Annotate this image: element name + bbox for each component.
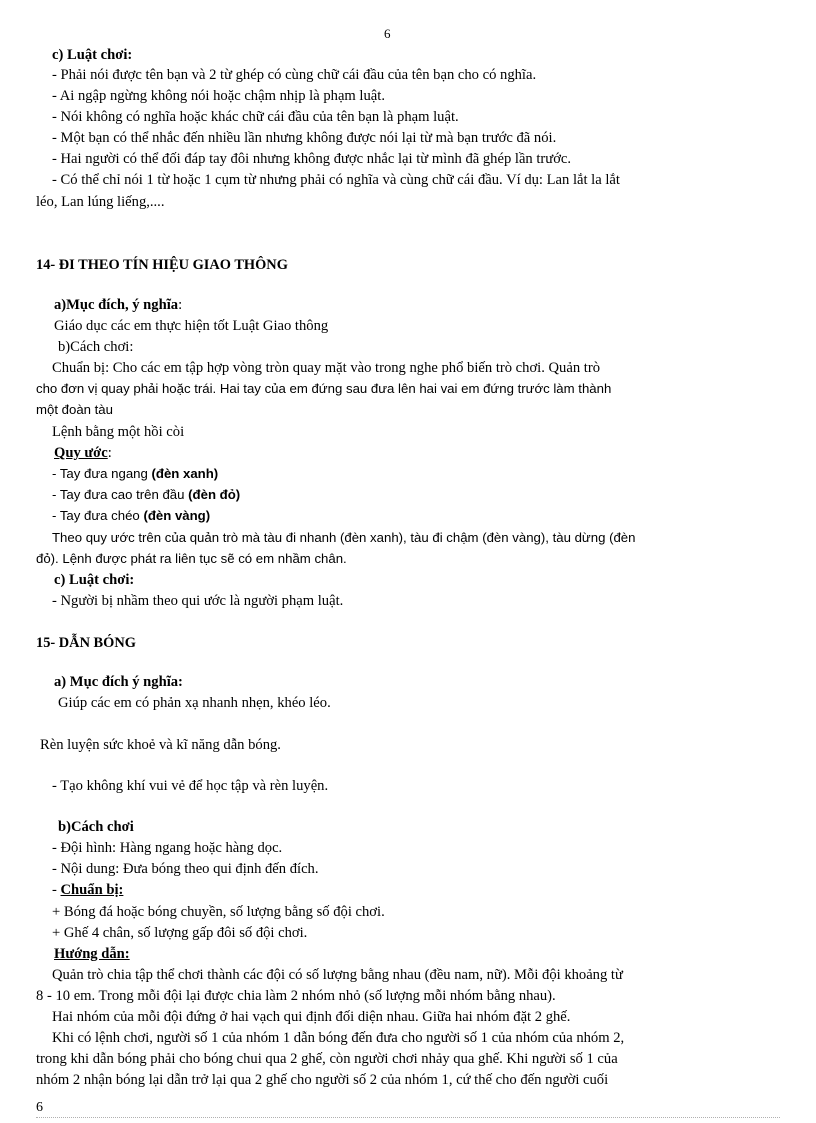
prep-line: Chuẩn bị: Cho các em tập hợp vòng tròn quay mặt vào trong nghe phổ biến trò chơi. Quản trò [52,360,600,376]
rule-line: - Người bị nhầm theo qui ước là người phạm luật. [52,593,344,609]
rule-line: - Ai ngập ngừng không nói hoặc chậm nhịp là phạm luật. [52,88,385,104]
game-15-title: 15- DẪN BÓNG [36,635,136,651]
prep-line: cho đơn vị quay phải hoặc trái. Hai tay của em đứng sau đưa lên hai vai em đứng trước làm thành [36,381,612,396]
page-number-top: 6 [384,26,391,41]
footer-divider [36,1117,780,1118]
game-14-title: 14- ĐI THEO TÍN HIỆU GIAO THÔNG [36,257,288,273]
purpose-heading: a) Mục đích ý nghĩa: [54,674,183,690]
explain-line: đỏ). Lệnh được phát ra liên tục sẽ có em nhầm chân. [36,551,347,566]
purpose-text: - Tạo không khí vui vẻ để học tập và rèn luyện. [52,778,329,794]
content-text: - Nội dung: Đưa bóng theo qui định đến đích. [52,861,319,877]
howto-heading: b)Cách chơi [58,819,134,835]
page-number-bottom: 6 [36,1100,43,1115]
prep-item: + Bóng đá hoặc bóng chuyền, số lượng bằng số đội chơi. [52,904,385,920]
convention-heading: Quy ước: [54,445,112,461]
rules-heading-prev: c) Luật chơi: [52,47,133,63]
guide-line: nhóm 2 nhận bóng lại dẫn trở lại qua 2 ghế cho người số 2 của nhóm 1, cứ thế cho đến người cuối [36,1072,609,1088]
rule-line: - Một bạn có thể nhắc đến nhiều lần nhưng không được nói lại từ mà bạn trước đã nói. [52,130,557,146]
explain-line: Theo quy ước trên của quản trò mà tàu đi nhanh (đèn xanh), tàu đi chậm (đèn vàng), tàu dừng (đèn [52,530,636,545]
purpose-text: Rèn luyện sức khoẻ và kĩ năng dẫn bóng. [40,737,281,753]
rule-line: - Có thể chỉ nói 1 từ hoặc 1 cụm từ nhưng phải có nghĩa và cùng chữ cái đầu. Ví dụ: Lan lắt la lắt [52,172,620,188]
purpose-heading: a)Mục đích, ý nghĩa: [54,297,183,313]
guide-heading: Hướng dẫn: [54,946,130,962]
rule-line: - Nói không có nghĩa hoặc khác chữ cái đầu của tên bạn là phạm luật. [52,109,459,125]
convention-item: - Tay đưa ngang (đèn xanh) [52,466,219,481]
convention-item: - Tay đưa chéo (đèn vàng) [52,508,211,523]
purpose-text: Giáo dục các em thực hiện tốt Luật Giao thông [54,318,329,334]
guide-line: trong khi dẫn bóng phải cho bóng chui qua 2 ghế, còn người chơi nhảy qua ghế. Khi người số 1 của [36,1051,618,1067]
purpose-text: Giúp các em có phản xạ nhanh nhẹn, khéo léo. [58,695,331,711]
prep-line: một đoàn tàu [36,402,113,417]
rule-line: - Phải nói được tên bạn và 2 từ ghép có cùng chữ cái đầu của tên bạn cho có nghĩa. [52,67,537,83]
convention-item: - Tay đưa cao trên đầu (đèn đỏ) [52,487,241,502]
formation-text: - Đội hình: Hàng ngang hoặc hàng dọc. [52,840,283,856]
rule-line-continued: léo, Lan lúng liếng,.... [36,194,165,210]
guide-line: Hai nhóm của mỗi đội đứng ở hai vạch qui định đối diện nhau. Giữa hai nhóm đặt 2 ghế. [52,1009,571,1025]
guide-line: Quản trò chia tập thể chơi thành các đội có số lượng bằng nhau (đều nam, nữ). Mỗi đội khoảng từ [52,967,623,983]
howto-heading: b)Cách chơi: [58,339,134,355]
prep-item: + Ghế 4 chân, số lượng gấp đôi số đội chơi. [52,925,308,941]
rules-heading: c) Luật chơi: [54,572,135,588]
rule-line: - Hai người có thể đối đáp tay đôi nhưng không được nhắc lại từ mình đã ghép lần trước. [52,151,572,167]
prep-heading: - Chuẩn bị: [52,882,124,898]
guide-line: 8 - 10 em. Trong mỗi đội lại được chia làm 2 nhóm nhỏ (số lượng mỗi nhóm bằng nhau). [36,988,556,1004]
guide-line: Khi có lệnh chơi, người số 1 của nhóm 1 dẫn bóng đến đưa cho người số 1 của nhóm của nhóm 2, [52,1030,625,1046]
command-text: Lệnh bằng một hồi còi [52,424,185,440]
